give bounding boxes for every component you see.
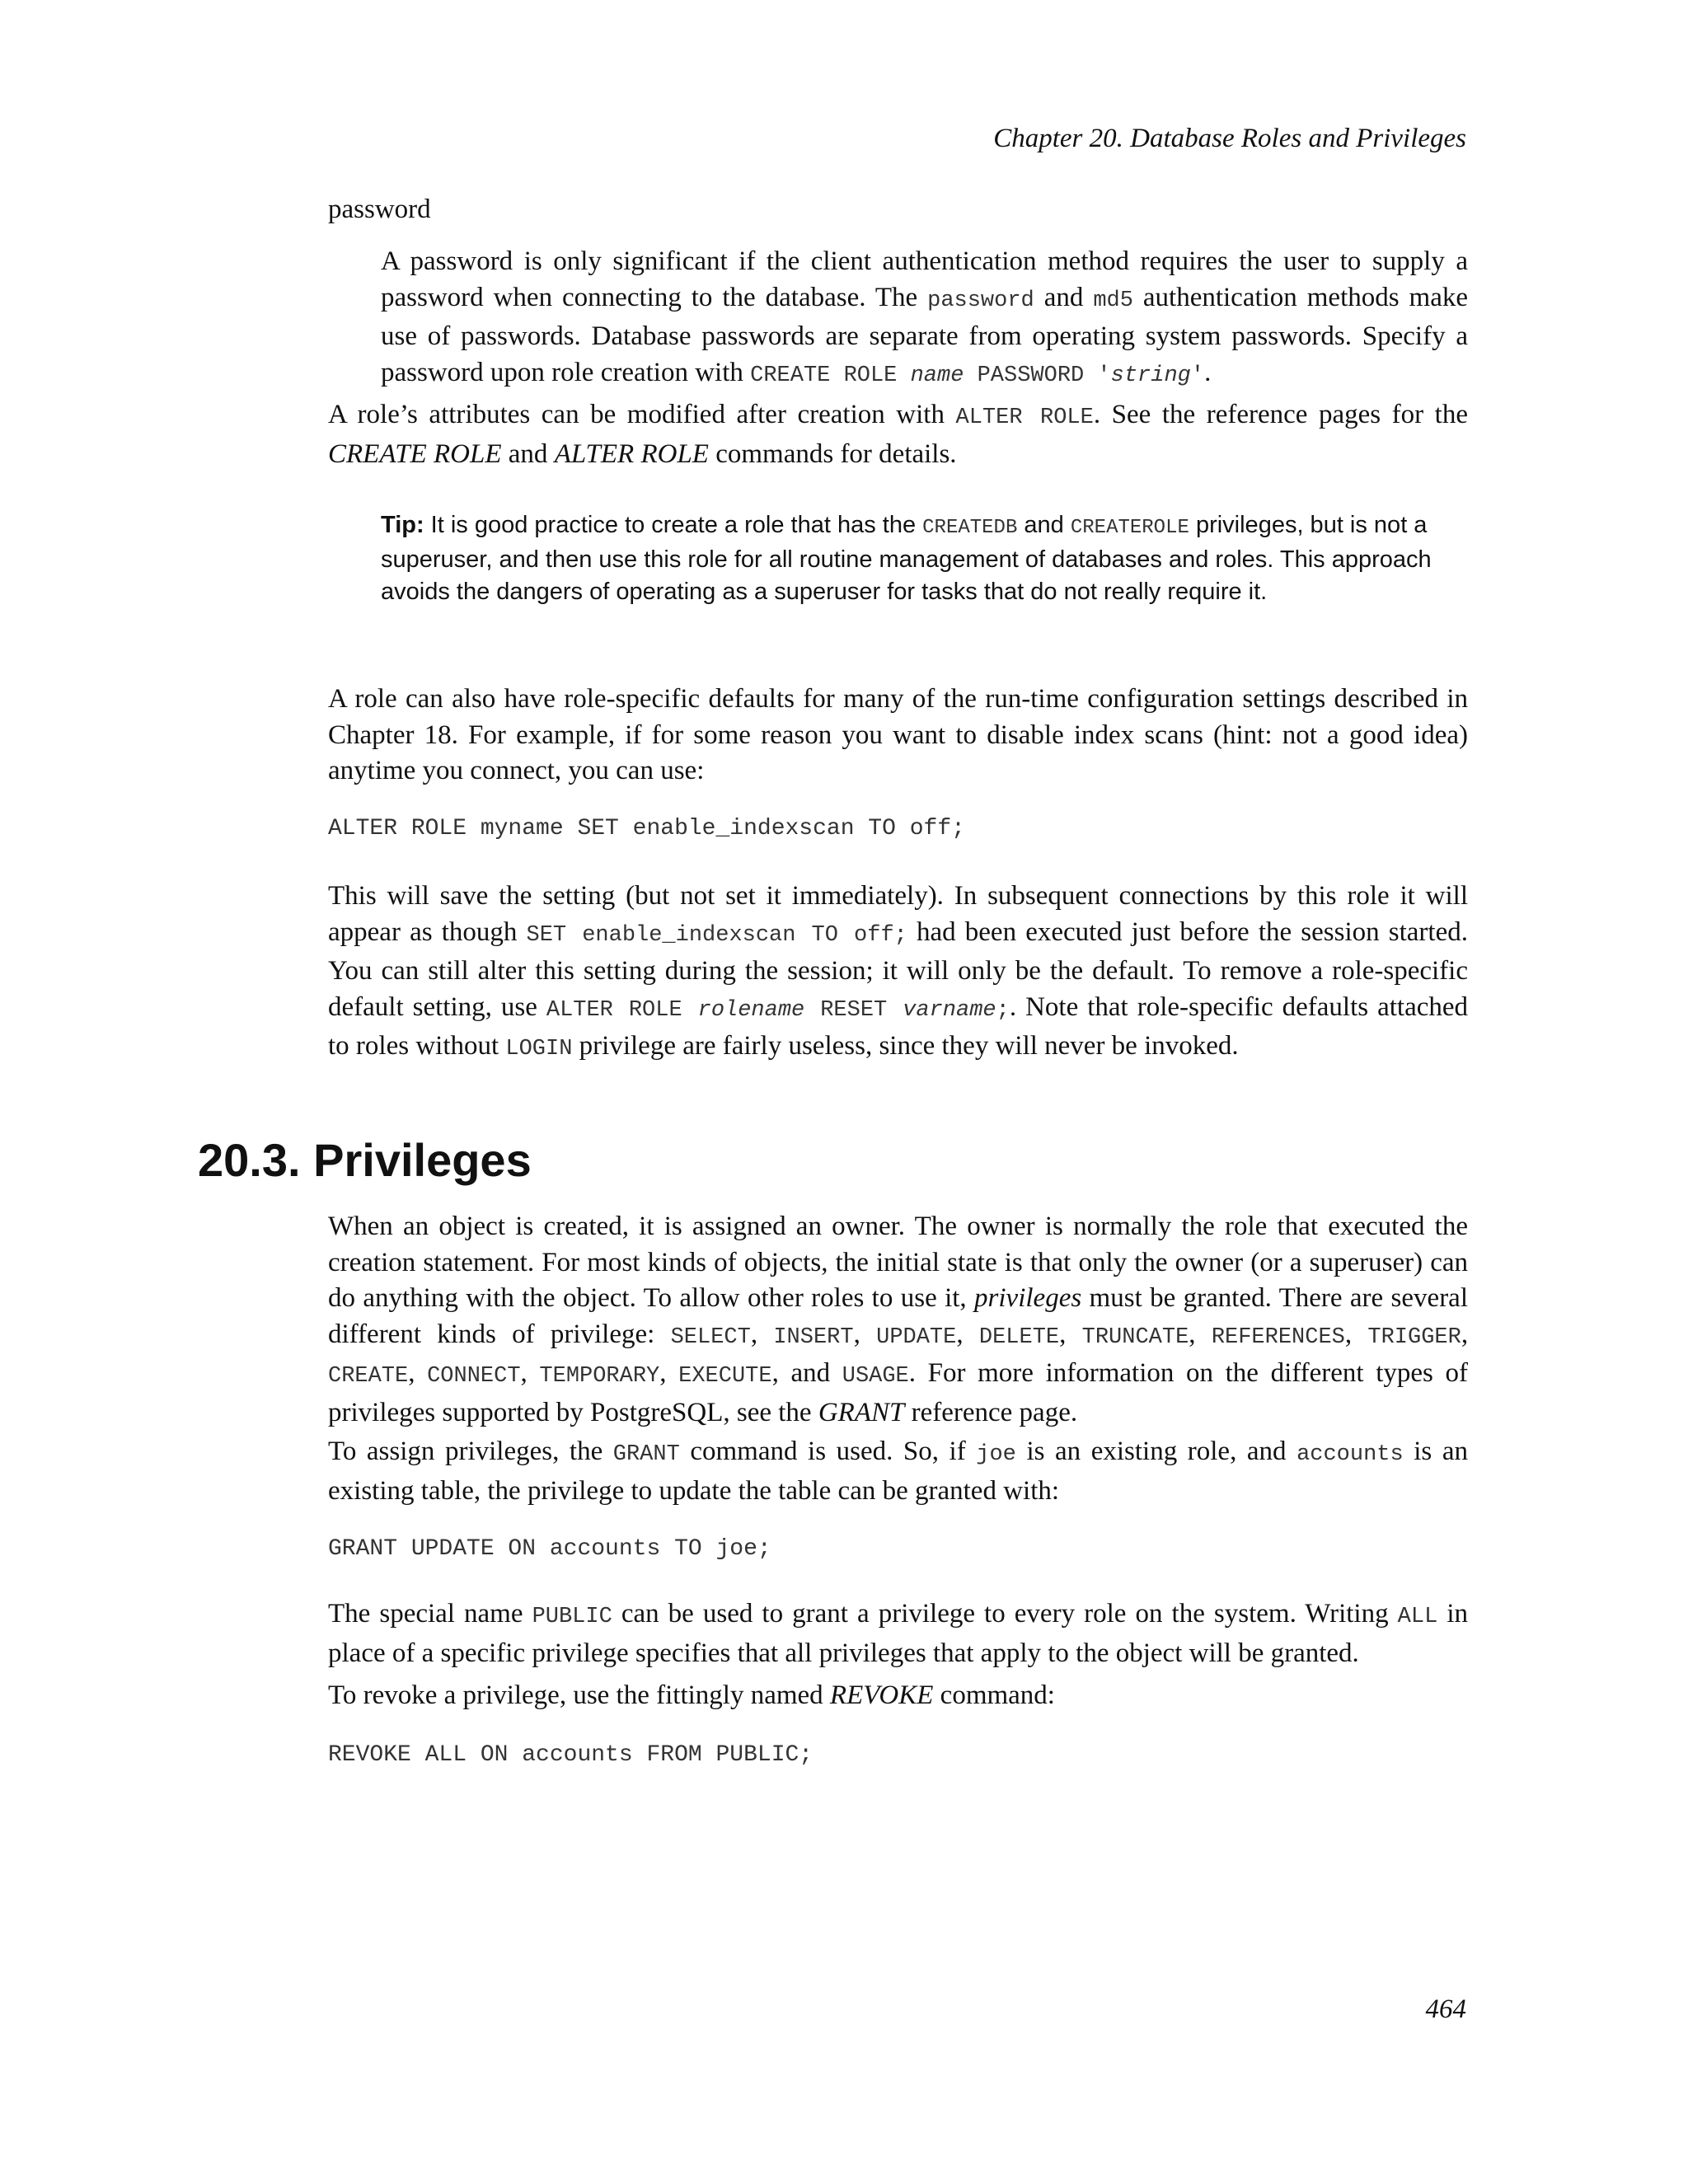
section-heading: 20.3. Privileges bbox=[198, 1134, 532, 1186]
code-block-revoke: REVOKE ALL ON accounts FROM PUBLIC; bbox=[328, 1742, 814, 1768]
paragraph-role-defaults: A role can also have role-specific defaults for many of the run-time configuration settings described in Chapter 18. For example, if for some reason you want to disable index scans (hint: not a good idea) anytime you connect, you can use: bbox=[328, 684, 1468, 785]
privilege-keyword: INSERT bbox=[773, 1324, 854, 1350]
privilege-keyword: CREATE bbox=[328, 1364, 409, 1389]
running-header: Chapter 20. Database Roles and Privileges bbox=[993, 124, 1466, 153]
privilege-keyword: SELECT bbox=[670, 1324, 751, 1350]
privilege-keyword: DELETE bbox=[978, 1324, 1060, 1350]
password-description: A password is only significant if the client authentication method requires the user to supply a password when connecting to the database. The password and md5 authentication methods make use of passwords. Database passwords are separate from operating system passwords. Specify a password upon role creation with CREATE ROLE name PASSWORD 'string'. bbox=[381, 246, 1468, 388]
paragraph-grant: To assign privileges, the GRANT command is used. So, if joe is an existing role, and accounts is an existing table, the privilege to update the table can be granted with: bbox=[328, 1436, 1468, 1506]
page-number: 464 bbox=[1425, 1994, 1466, 2024]
privilege-keyword: EXECUTE bbox=[678, 1364, 772, 1389]
privilege-keyword: TEMPORARY bbox=[539, 1364, 660, 1389]
code-block-grant: GRANT UPDATE ON accounts TO joe; bbox=[328, 1536, 771, 1562]
code-block-alter-role: ALTER ROLE myname SET enable_indexscan TO off; bbox=[328, 816, 965, 841]
privilege-keyword: TRIGGER bbox=[1367, 1324, 1461, 1350]
privilege-list: SELECT, INSERT, UPDATE, DELETE, TRUNCATE, REFERENCES, TRIGGER, CREATE, CONNECT, TEMPORARY, EXECUTE, and USAGE bbox=[328, 1319, 1469, 1389]
privilege-keyword: REFERENCES bbox=[1211, 1324, 1345, 1350]
definition-term: password bbox=[328, 194, 431, 224]
paragraph-alter-role: A role’s attributes can be modified after creation with ALTER ROLE. See the reference pages for the CREATE ROLE and ALTER ROLE commands for details. bbox=[328, 400, 1468, 469]
privilege-keyword: USAGE bbox=[842, 1364, 909, 1389]
privilege-keyword: UPDATE bbox=[876, 1324, 957, 1350]
paragraph-save-setting: This will save the setting (but not set it immediately). In subsequent connections by this role it will appear as though SET enable_indexscan TO off; had been executed just before the session started. You can still alter this setting during the session; it will only be the default. To remove a role-specific default setting, use ALTER ROLE rolename RESET varname;. Note that role-specific defaults attached to roles without LOGIN privilege are fairly useless, since they will never be invoked. bbox=[328, 881, 1469, 1062]
paragraph-public: The special name PUBLIC can be used to grant a privilege to every role on the system. Writing ALL in place of a specific privilege specifies that all privileges that apply to the object will be granted. bbox=[328, 1599, 1469, 1668]
privilege-keyword: TRUNCATE bbox=[1081, 1324, 1189, 1350]
privilege-keyword: CONNECT bbox=[427, 1364, 521, 1389]
paragraph-revoke: To revoke a privilege, use the fittingly named REVOKE command: bbox=[328, 1680, 1055, 1710]
paragraph-privileges-intro: When an object is created, it is assigned an owner. The owner is normally the role that executed the creation statement. For most kinds of objects, the initial state is that only the owner (or a superuser) can do anything with the object. To allow other roles to use it, privileges must be granted. There are several different kinds of privilege: SELECT, INSERT, UPDATE, DELETE, TRUNCATE, REFERENCES, TRIGGER, CREATE, CONNECT, TEMPORARY, EXECUTE, and USAGE. For more information on the different types of privileges supported by PostgreSQL, see the GRANT reference page. bbox=[328, 1212, 1469, 1427]
tip-label: Tip: bbox=[381, 512, 424, 538]
tip-note: Tip: It is good practice to create a role that has the CREATEDB and CREATEROLE privileges, but is not a superuser, and then use this role for all routine management of databases and roles. This approach avoids the dangers of operating as a superuser for tasks that do not really require it. bbox=[381, 512, 1432, 605]
